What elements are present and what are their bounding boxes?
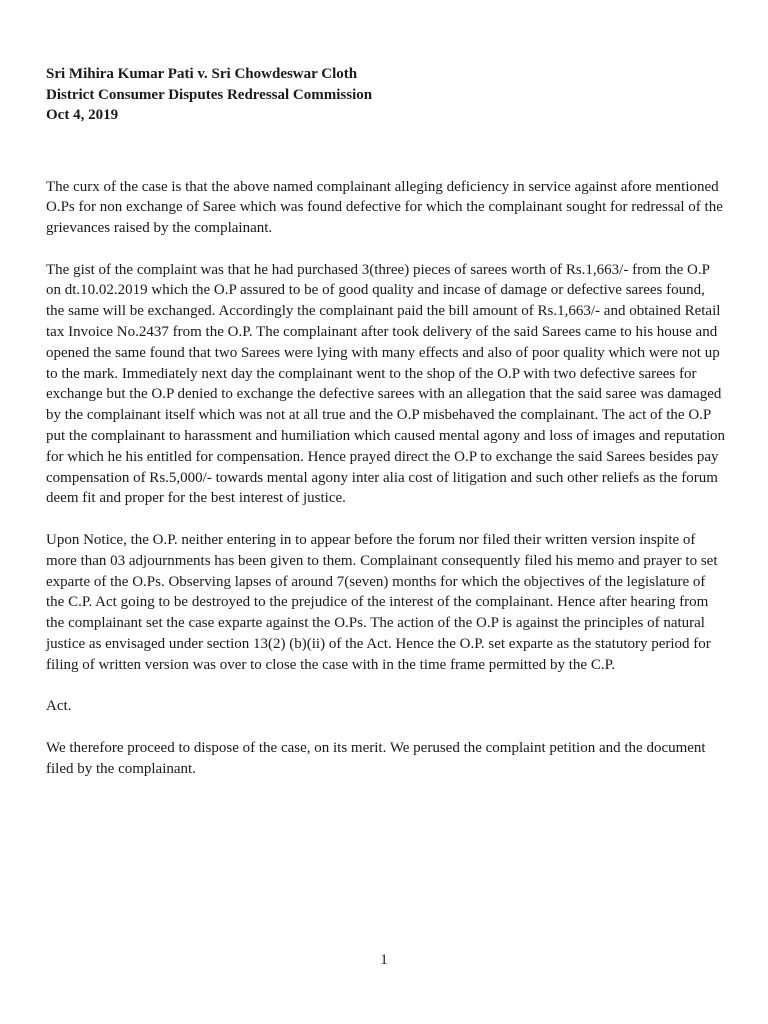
paragraph-act: Act. xyxy=(46,698,72,715)
court-name: District Consumer Disputes Redressal Commission xyxy=(46,86,373,103)
document-body xyxy=(46,177,726,780)
document-page xyxy=(46,64,726,800)
paragraph-complaint-gist: The gist of the complaint was that he had purchased 3(three) pieces of sarees worth of Rs.1,663/- from the O.P on dt.10.02.2019 which the O.P assured to be of good quality and incase of damage or defective sarees found, the same will be exchanged. Accordingly the complainant paid the bill amount of Rs.1,663/- and obtained Retail tax Invoice No.2437 from the O.P. The complainant after took delivery of the said Sarees came to his house and opened the same found that two Sarees were lying with many effects and also of poor quality which were not up to the mark. Immediately next day the complainant went to the shop of the O.P with two defective sarees for exchange but the O.P denied to exchange the defective sarees with an allegation that the said saree was damaged by the complainant itself which was not at all true and the O.P misbehaved the complainant. The act of the O.P put the complainant to harassment and humiliation which caused mental agony and loss of images and reputation for which he his entitled for compensation. Hence prayed direct the O.P to exchange the said Sarees besides pay compensation of Rs.5,000/- towards mental agony inter alia cost of litigation and such other reliefs as the forum deem fit and proper for the best interest of justice. xyxy=(46,261,725,507)
document-header xyxy=(46,64,726,126)
paragraph-exparte-notice: Upon Notice, the O.P. neither entering in to appear before the forum nor filed their written version inspite of more than 03 adjournments has been given to them. Complainant consequently filed his memo and prayer to set exparte of the O.Ps. Observing lapses of around 7(seven) months for which the objectives of the legislature of the C.P. Act going to be destroyed to the prejudice of the interest of the complainant. Hence after hearing from the complainant set the case exparte against the O.Ps. The action of the O.P is against the principles of natural justice as envisaged under section 13(2) (b)(ii) of the Act. Hence the O.P. set exparte as the statutory period for filing of written version was over to close the case with in the time frame permitted by the C.P. xyxy=(46,532,718,673)
paragraph-disposal: We therefore proceed to dispose of the case, on its merit. We perused the complaint petition and the document filed by the complainant. xyxy=(46,740,706,777)
case-title: Sri Mihira Kumar Pati v. Sri Chowdeswar Cloth xyxy=(46,66,358,82)
judgment-date: Oct 4, 2019 xyxy=(46,107,119,123)
paragraph-case-summary: The curx of the case is that the above named complainant alleging deficiency in service against afore mentioned O.Ps for non exchange of Saree which was found defective for which the complainant sought for redressal of the grievances raised by the complainant. xyxy=(46,178,723,237)
page-number: 1 xyxy=(380,952,388,968)
